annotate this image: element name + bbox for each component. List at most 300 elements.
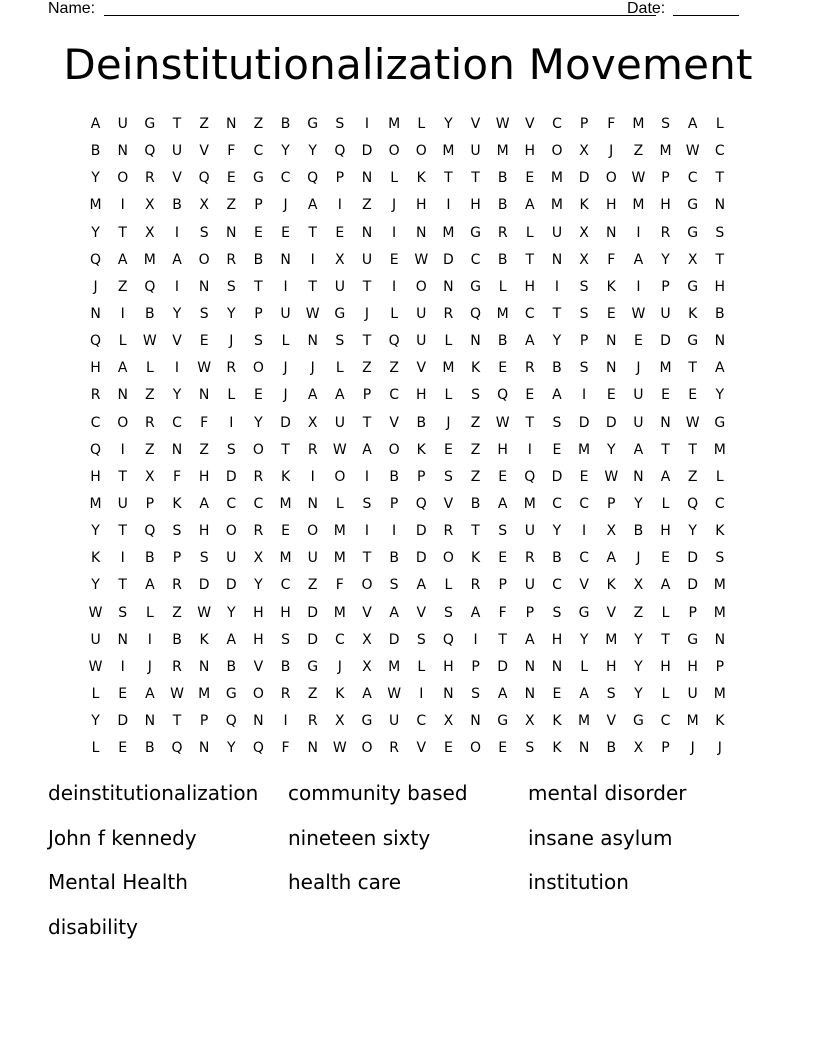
grid-letter[interactable]: P	[254, 305, 263, 322]
grid-letter[interactable]: Z	[389, 360, 399, 377]
grid-letter[interactable]: L	[390, 305, 399, 322]
grid-letter[interactable]: R	[524, 360, 535, 377]
grid-letter[interactable]: A	[362, 441, 372, 458]
grid-letter[interactable]: N	[117, 143, 128, 160]
grid-letter[interactable]: X	[633, 577, 644, 594]
grid-letter[interactable]: N	[90, 305, 101, 322]
grid-letter[interactable]: M	[713, 685, 726, 702]
grid-letter[interactable]: Z	[307, 577, 318, 594]
grid-letter[interactable]: D	[687, 550, 699, 567]
grid-letter[interactable]: N	[470, 333, 481, 350]
grid-letter[interactable]: V	[606, 713, 617, 730]
grid-letter[interactable]: B	[416, 414, 427, 431]
grid-letter[interactable]: S	[552, 414, 562, 431]
grid-letter[interactable]: W	[88, 604, 103, 621]
grid-letter[interactable]: R	[253, 523, 264, 540]
grid-letter[interactable]: J	[337, 658, 342, 675]
grid-letter[interactable]: U	[334, 278, 345, 295]
grid-letter[interactable]: E	[335, 224, 345, 241]
grid-letter[interactable]: N	[226, 224, 237, 241]
grid-letter[interactable]: N	[633, 468, 644, 485]
grid-letter[interactable]: M	[659, 360, 672, 377]
grid-letter[interactable]: W	[495, 414, 510, 431]
grid-letter[interactable]: U	[307, 550, 318, 567]
grid-letter[interactable]: Z	[362, 197, 372, 214]
grid-letter[interactable]: I	[310, 468, 315, 485]
grid-letter[interactable]: U	[687, 685, 698, 702]
grid-letter[interactable]: Y	[91, 170, 100, 187]
grid-letter[interactable]: Z	[633, 604, 644, 621]
grid-letter[interactable]: M	[713, 441, 726, 458]
grid-letter[interactable]: D	[551, 468, 563, 485]
grid-letter[interactable]: R	[497, 224, 508, 241]
grid-letter[interactable]: Z	[145, 441, 155, 458]
grid-letter[interactable]: S	[335, 333, 345, 350]
grid-letter[interactable]: C	[470, 251, 481, 268]
grid-letter[interactable]: A	[525, 197, 535, 214]
grid-letter[interactable]: V	[389, 414, 399, 431]
grid-letter[interactable]: J	[690, 740, 695, 757]
grid-letter[interactable]: E	[281, 224, 290, 241]
grid-letter[interactable]: A	[633, 441, 644, 458]
grid-letter[interactable]: H	[470, 197, 481, 214]
grid-letter[interactable]: A	[416, 577, 427, 594]
grid-letter[interactable]: T	[172, 116, 182, 132]
grid-letter[interactable]: Y	[172, 387, 182, 404]
grid-letter[interactable]: X	[443, 713, 454, 730]
grid-letter[interactable]: X	[606, 523, 617, 540]
grid-letter[interactable]: T	[118, 523, 127, 540]
grid-letter[interactable]: D	[443, 251, 454, 268]
grid-letter[interactable]: C	[660, 713, 671, 730]
grid-letter[interactable]: X	[579, 224, 589, 241]
grid-letter[interactable]: O	[605, 170, 617, 187]
grid-letter[interactable]: L	[335, 495, 344, 512]
grid-letter[interactable]: O	[361, 577, 373, 594]
grid-letter[interactable]: L	[227, 387, 236, 404]
grid-letter[interactable]: K	[715, 523, 725, 540]
grid-letter[interactable]: J	[283, 360, 288, 377]
grid-letter[interactable]: C	[172, 414, 182, 431]
grid-letter[interactable]: S	[172, 523, 182, 540]
date-blank-line[interactable]	[673, 15, 739, 16]
grid-letter[interactable]: B	[172, 631, 182, 648]
grid-letter[interactable]: A	[525, 631, 535, 648]
grid-letter[interactable]: I	[147, 631, 152, 648]
grid-letter[interactable]: I	[473, 631, 478, 648]
grid-letter[interactable]: I	[120, 305, 125, 322]
grid-letter[interactable]: K	[552, 713, 562, 730]
grid-letter[interactable]: V	[172, 170, 182, 187]
grid-letter[interactable]: W	[142, 333, 157, 350]
grid-letter[interactable]: K	[199, 631, 209, 648]
grid-letter[interactable]: E	[498, 468, 508, 485]
grid-letter[interactable]: C	[552, 577, 562, 594]
grid-letter[interactable]: F	[200, 414, 209, 431]
grid-letter[interactable]: E	[443, 441, 453, 458]
grid-letter[interactable]: A	[497, 685, 508, 702]
grid-letter[interactable]: J	[229, 333, 234, 350]
grid-letter[interactable]: E	[443, 740, 453, 757]
grid-letter[interactable]: W	[332, 740, 347, 757]
grid-letter[interactable]: P	[715, 658, 725, 675]
grid-letter[interactable]: G	[687, 631, 699, 648]
grid-letter[interactable]: L	[417, 116, 426, 132]
grid-letter[interactable]: T	[661, 631, 670, 648]
grid-letter[interactable]: T	[118, 577, 127, 594]
grid-letter[interactable]: C	[714, 143, 725, 160]
grid-letter[interactable]: W	[604, 468, 619, 485]
grid-letter[interactable]: N	[470, 713, 481, 730]
grid-letter[interactable]: L	[661, 685, 670, 702]
grid-letter[interactable]: C	[253, 495, 264, 512]
grid-letter[interactable]: B	[280, 658, 291, 675]
grid-letter[interactable]: H	[524, 278, 536, 295]
grid-letter[interactable]: I	[337, 197, 342, 214]
grid-letter[interactable]: U	[117, 495, 128, 512]
grid-letter[interactable]: T	[308, 224, 317, 241]
grid-letter[interactable]: S	[579, 360, 589, 377]
grid-letter[interactable]: A	[660, 468, 671, 485]
grid-letter[interactable]: R	[660, 224, 671, 241]
grid-letter[interactable]: R	[172, 577, 182, 594]
grid-letter[interactable]: G	[497, 713, 509, 730]
grid-letter[interactable]: E	[498, 360, 508, 377]
grid-letter[interactable]: X	[199, 197, 209, 214]
grid-letter[interactable]: A	[660, 577, 671, 594]
grid-letter[interactable]: S	[471, 685, 480, 702]
grid-letter[interactable]: W	[170, 685, 184, 702]
grid-letter[interactable]: U	[416, 305, 427, 322]
grid-letter[interactable]: N	[578, 740, 590, 757]
grid-letter[interactable]: Z	[307, 685, 318, 702]
grid-letter[interactable]: W	[305, 305, 320, 322]
grid-letter[interactable]: N	[524, 685, 536, 702]
grid-letter[interactable]: Q	[524, 468, 536, 485]
grid-letter[interactable]: V	[416, 604, 427, 621]
grid-letter[interactable]: D	[225, 468, 237, 485]
grid-letter[interactable]: L	[91, 740, 100, 757]
grid-letter[interactable]: A	[497, 495, 508, 512]
grid-letter[interactable]: H	[90, 360, 101, 377]
grid-letter[interactable]: T	[118, 224, 127, 241]
grid-letter[interactable]: C	[687, 170, 698, 187]
grid-letter[interactable]: D	[687, 577, 699, 594]
grid-letter[interactable]: K	[606, 577, 616, 594]
grid-letter[interactable]: K	[416, 170, 426, 187]
grid-letter[interactable]: A	[552, 387, 562, 404]
grid-letter[interactable]: I	[120, 441, 125, 458]
grid-letter[interactable]: N	[714, 197, 726, 214]
grid-letter[interactable]: G	[470, 278, 481, 295]
grid-letter[interactable]: I	[364, 468, 370, 485]
grid-letter[interactable]: P	[362, 387, 372, 404]
grid-letter[interactable]: A	[117, 251, 128, 268]
grid-letter[interactable]: P	[579, 116, 589, 132]
grid-letter[interactable]: A	[579, 685, 589, 702]
grid-letter[interactable]: I	[229, 414, 234, 431]
grid-letter[interactable]: L	[525, 224, 534, 241]
grid-letter[interactable]: T	[661, 441, 670, 458]
grid-letter[interactable]: Q	[307, 170, 319, 187]
grid-letter[interactable]: W	[414, 251, 429, 268]
grid-letter[interactable]: Y	[226, 604, 236, 621]
grid-letter[interactable]: L	[281, 333, 290, 350]
grid-letter[interactable]: W	[387, 685, 402, 702]
grid-letter[interactable]: V	[525, 116, 535, 132]
grid-letter[interactable]: G	[225, 685, 237, 702]
grid-letter[interactable]: J	[446, 414, 451, 431]
grid-letter[interactable]: M	[713, 604, 726, 621]
grid-letter[interactable]: Q	[388, 333, 400, 350]
grid-letter[interactable]: X	[687, 251, 698, 268]
grid-letter[interactable]: D	[307, 631, 319, 648]
grid-letter[interactable]: N	[117, 631, 128, 648]
grid-letter[interactable]: A	[307, 387, 318, 404]
grid-letter[interactable]: T	[715, 170, 725, 187]
grid-letter[interactable]: N	[524, 658, 536, 675]
grid-letter[interactable]: O	[415, 143, 427, 160]
grid-letter[interactable]: S	[226, 278, 236, 295]
grid-letter[interactable]: S	[661, 116, 670, 132]
grid-letter[interactable]: E	[498, 550, 508, 567]
grid-letter[interactable]: S	[443, 604, 453, 621]
grid-letter[interactable]: O	[252, 441, 264, 458]
grid-letter[interactable]: M	[523, 495, 536, 512]
grid-letter[interactable]: B	[497, 333, 508, 350]
grid-letter[interactable]: M	[198, 685, 211, 702]
grid-letter[interactable]: H	[524, 143, 536, 160]
grid-letter[interactable]: V	[470, 116, 481, 132]
grid-letter[interactable]: O	[225, 523, 237, 540]
grid-letter[interactable]: W	[88, 658, 103, 675]
grid-letter[interactable]: M	[659, 143, 672, 160]
grid-letter[interactable]: L	[444, 333, 453, 350]
grid-letter[interactable]: I	[120, 658, 125, 675]
grid-letter[interactable]: O	[442, 550, 454, 567]
grid-letter[interactable]: M	[442, 360, 455, 377]
grid-letter[interactable]: X	[253, 550, 264, 567]
grid-letter[interactable]: U	[117, 116, 128, 132]
grid-letter[interactable]: X	[579, 143, 589, 160]
grid-letter[interactable]: V	[172, 333, 182, 350]
grid-letter[interactable]: B	[470, 495, 481, 512]
grid-letter[interactable]: G	[687, 278, 699, 295]
grid-letter[interactable]: O	[117, 170, 129, 187]
grid-letter[interactable]: B	[253, 251, 264, 268]
grid-letter[interactable]: D	[198, 577, 210, 594]
grid-letter[interactable]: P	[389, 495, 399, 512]
grid-letter[interactable]: Y	[226, 740, 236, 757]
grid-letter[interactable]: S	[579, 305, 589, 322]
grid-letter[interactable]: F	[498, 604, 507, 621]
grid-letter[interactable]: Y	[91, 224, 100, 241]
grid-letter[interactable]: M	[578, 441, 591, 458]
grid-letter[interactable]: Q	[497, 387, 509, 404]
grid-letter[interactable]: A	[687, 116, 698, 132]
grid-letter[interactable]: W	[332, 441, 347, 458]
grid-letter[interactable]: Q	[687, 495, 699, 512]
grid-letter[interactable]: N	[606, 224, 617, 241]
grid-letter[interactable]: K	[280, 468, 291, 485]
grid-letter[interactable]: G	[334, 305, 346, 322]
grid-letter[interactable]: M	[496, 305, 509, 322]
grid-letter[interactable]: M	[388, 658, 401, 675]
grid-letter[interactable]: O	[470, 740, 482, 757]
grid-letter[interactable]: L	[91, 685, 100, 702]
grid-letter[interactable]: O	[252, 360, 264, 377]
grid-letter[interactable]: S	[199, 550, 209, 567]
grid-letter[interactable]: X	[525, 713, 535, 730]
grid-letter[interactable]: R	[443, 305, 454, 322]
grid-letter[interactable]: J	[636, 550, 641, 567]
grid-letter[interactable]: Y	[226, 305, 236, 322]
grid-letter[interactable]: L	[444, 387, 453, 404]
grid-letter[interactable]: T	[308, 278, 317, 295]
grid-letter[interactable]: A	[633, 251, 644, 268]
grid-letter[interactable]: C	[524, 305, 535, 322]
grid-letter[interactable]: Q	[198, 170, 210, 187]
grid-letter[interactable]: D	[117, 713, 129, 730]
grid-letter[interactable]: Y	[91, 523, 100, 540]
grid-letter[interactable]: G	[361, 713, 373, 730]
grid-letter[interactable]: G	[470, 224, 481, 241]
grid-letter[interactable]: P	[661, 740, 670, 757]
grid-letter[interactable]: J	[283, 387, 288, 404]
grid-letter[interactable]: E	[525, 387, 535, 404]
grid-letter[interactable]: E	[118, 740, 128, 757]
grid-letter[interactable]: M	[550, 197, 563, 214]
grid-letter[interactable]: E	[579, 468, 589, 485]
grid-letter[interactable]: U	[226, 550, 237, 567]
grid-letter[interactable]: R	[144, 414, 155, 431]
grid-letter[interactable]: B	[389, 468, 399, 485]
grid-letter[interactable]: N	[198, 387, 210, 404]
grid-letter[interactable]: N	[660, 414, 671, 431]
grid-letter[interactable]: Y	[661, 251, 670, 268]
grid-letter[interactable]: X	[579, 251, 589, 268]
grid-letter[interactable]: Z	[117, 278, 128, 295]
grid-letter[interactable]: R	[280, 685, 291, 702]
grid-letter[interactable]: B	[145, 305, 155, 322]
grid-letter[interactable]: H	[687, 658, 698, 675]
grid-letter[interactable]: G	[307, 116, 319, 132]
grid-letter[interactable]: I	[636, 224, 641, 241]
grid-letter[interactable]: V	[443, 495, 454, 512]
grid-letter[interactable]: I	[582, 387, 587, 404]
grid-letter[interactable]: I	[392, 523, 397, 540]
grid-letter[interactable]: X	[145, 468, 155, 485]
grid-letter[interactable]: S	[606, 685, 616, 702]
grid-letter[interactable]: N	[443, 685, 454, 702]
grid-letter[interactable]: T	[362, 550, 372, 567]
grid-letter[interactable]: D	[660, 333, 671, 350]
grid-letter[interactable]: P	[498, 577, 507, 594]
grid-letter[interactable]: E	[606, 387, 616, 404]
grid-letter[interactable]: C	[579, 495, 589, 512]
grid-letter[interactable]: E	[633, 333, 643, 350]
grid-letter[interactable]: Z	[470, 441, 481, 458]
grid-letter[interactable]: B	[145, 550, 155, 567]
grid-letter[interactable]: J	[310, 360, 315, 377]
grid-letter[interactable]: T	[525, 414, 535, 431]
grid-letter[interactable]: R	[470, 577, 481, 594]
grid-letter[interactable]: B	[145, 740, 155, 757]
grid-letter[interactable]: Y	[634, 495, 643, 512]
grid-letter[interactable]: X	[362, 631, 372, 648]
grid-letter[interactable]: T	[471, 523, 480, 540]
grid-letter[interactable]: G	[144, 116, 156, 132]
grid-letter[interactable]: T	[118, 468, 127, 485]
grid-letter[interactable]: R	[226, 251, 237, 268]
grid-letter[interactable]: H	[714, 278, 726, 295]
grid-letter[interactable]: N	[226, 116, 237, 132]
grid-letter[interactable]: Y	[552, 333, 562, 350]
grid-letter[interactable]: D	[415, 523, 427, 540]
grid-letter[interactable]: Y	[281, 143, 290, 160]
grid-letter[interactable]: C	[334, 631, 345, 648]
grid-letter[interactable]: C	[416, 713, 427, 730]
grid-letter[interactable]: R	[443, 523, 454, 540]
grid-letter[interactable]: H	[660, 658, 671, 675]
grid-letter[interactable]: F	[607, 116, 616, 132]
grid-letter[interactable]: A	[470, 604, 481, 621]
grid-letter[interactable]: Q	[442, 631, 454, 648]
grid-letter[interactable]: J	[717, 740, 722, 757]
grid-letter[interactable]: C	[714, 495, 725, 512]
grid-letter[interactable]: I	[120, 550, 125, 567]
grid-letter[interactable]: K	[470, 550, 481, 567]
grid-letter[interactable]: J	[283, 197, 288, 214]
grid-letter[interactable]: U	[524, 523, 535, 540]
grid-letter[interactable]: H	[497, 441, 508, 458]
grid-letter[interactable]: P	[661, 278, 670, 295]
grid-letter[interactable]: E	[661, 550, 670, 567]
grid-letter[interactable]: B	[226, 658, 237, 675]
grid-letter[interactable]: L	[417, 658, 426, 675]
grid-letter[interactable]: P	[661, 170, 670, 187]
grid-letter[interactable]: M	[279, 550, 292, 567]
grid-letter[interactable]: N	[198, 278, 210, 295]
grid-letter[interactable]: H	[253, 604, 264, 621]
grid-letter[interactable]: E	[552, 441, 562, 458]
grid-letter[interactable]: C	[253, 143, 264, 160]
grid-letter[interactable]: N	[280, 251, 291, 268]
grid-letter[interactable]: J	[147, 658, 152, 675]
grid-letter[interactable]: Z	[199, 116, 209, 132]
grid-letter[interactable]: H	[605, 197, 617, 214]
grid-letter[interactable]: O	[388, 143, 400, 160]
grid-letter[interactable]: K	[715, 713, 725, 730]
grid-letter[interactable]: N	[361, 170, 373, 187]
grid-letter[interactable]: W	[197, 604, 212, 621]
grid-letter[interactable]: N	[416, 224, 427, 241]
grid-letter[interactable]: X	[335, 713, 345, 730]
grid-letter[interactable]: Z	[199, 441, 209, 458]
grid-letter[interactable]: E	[498, 740, 508, 757]
grid-letter[interactable]: C	[552, 116, 562, 132]
grid-letter[interactable]: D	[497, 658, 509, 675]
grid-letter[interactable]: M	[388, 116, 401, 132]
grid-letter[interactable]: Y	[634, 658, 643, 675]
grid-letter[interactable]: M	[333, 523, 346, 540]
grid-letter[interactable]: M	[632, 197, 645, 214]
grid-letter[interactable]: C	[552, 495, 562, 512]
grid-letter[interactable]: R	[144, 170, 155, 187]
grid-letter[interactable]: R	[307, 441, 318, 458]
grid-letter[interactable]: X	[145, 224, 155, 241]
grid-letter[interactable]: W	[197, 360, 212, 377]
